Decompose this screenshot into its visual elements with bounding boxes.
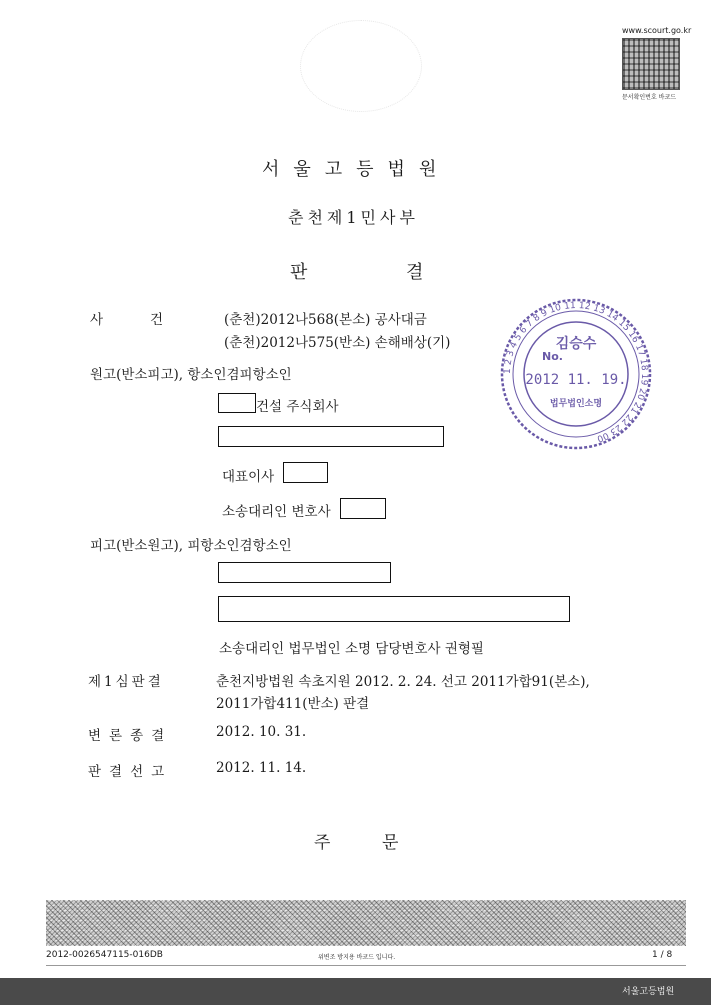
plaintiff-label: 원고(반소피고), 항소인겸피항소인: [90, 367, 292, 383]
first-instance-line-1: 춘천지방법원 속초지원 2012. 2. 24. 선고 2011가합91(본소),: [216, 674, 590, 690]
defendant-label: 피고(반소원고), 피항소인겸항소인: [90, 538, 292, 554]
footer-notice: 위변조 방지용 바코드 입니다.: [318, 954, 396, 961]
watermark-emblem: [300, 20, 422, 112]
case-line-1: (춘천)2012나568(본소) 공사대금: [224, 312, 427, 328]
first-instance-line-2: 2011가합411(반소) 판결: [216, 696, 370, 712]
plaintiff-company-suffix: 건설 주식회사: [256, 399, 339, 415]
judgment-date-label: 판결선고: [88, 764, 173, 780]
judgment-date-value: 2012. 11. 14.: [216, 760, 307, 776]
case-line-2: (춘천)2012나575(반소) 손해배상(기): [224, 335, 451, 351]
stamp-ring-numbers: 1 2 3 4 5 6 7 8 9 10 11 12 13 14 15 16 17 18 19 20 21 22 23 00: [502, 300, 650, 444]
footer-court-name: 서울고등법원: [622, 987, 675, 997]
redacted-defendant-name: [218, 562, 391, 583]
redacted-plaintiff-address: [218, 426, 444, 447]
footer-line: [46, 965, 686, 966]
redacted-company-name: [218, 393, 256, 413]
footer-court-band: [0, 978, 711, 1005]
redacted-attorney-name: [340, 498, 386, 519]
court-title: 서울고등법원: [262, 159, 451, 180]
stamp-office: 법무법인소명: [549, 399, 603, 409]
received-stamp: [498, 296, 654, 452]
security-barcode: [46, 900, 686, 946]
footer-page: 1 / 8: [652, 950, 673, 960]
stamp-date: 2012 11. 19.: [525, 372, 627, 388]
redacted-defendant-address: [218, 596, 570, 622]
verdict-title-left: 판: [290, 262, 308, 283]
plaintiff-attorney-label: 소송대리인 변호사: [222, 504, 331, 520]
footer-doc-id: 2012-0026547115-016DB: [46, 950, 163, 960]
site-url: www.scourt.go.kr: [622, 26, 692, 35]
verdict-title-right: 결: [406, 262, 424, 283]
barcode-qr: [622, 38, 680, 90]
hearing-end-label: 변론종결: [88, 728, 173, 744]
ceo-label: 대표이사: [222, 469, 275, 485]
defendant-attorney: 소송대리인 법무법인 소명 담당변호사 권형필: [219, 641, 484, 657]
first-instance-label: 제1심판결: [88, 674, 164, 690]
stamp-no-label: No.: [542, 350, 563, 363]
order-heading-right: 문: [382, 833, 399, 853]
redacted-ceo-name: [283, 462, 328, 483]
case-label-right: 건: [150, 312, 164, 328]
order-heading-left: 주: [314, 833, 331, 853]
case-label-left: 사: [90, 312, 104, 328]
stamp-name: 김승수: [555, 336, 597, 352]
barcode-caption: 문서확인번호 바코드: [622, 94, 677, 101]
hearing-end-value: 2012. 10. 31.: [216, 724, 307, 740]
division-title: 춘천제1민사부: [288, 208, 419, 227]
